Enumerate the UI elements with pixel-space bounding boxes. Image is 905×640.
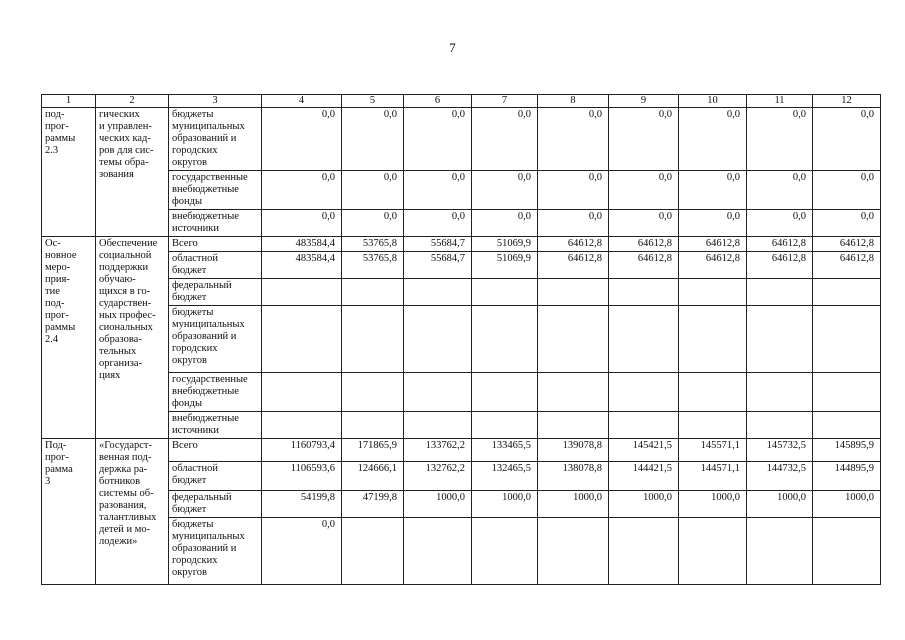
value-cell [262, 373, 342, 412]
value-cell: 64612,8 [747, 237, 813, 252]
value-cell: 1000,0 [538, 491, 609, 518]
value-cell: 0,0 [342, 171, 404, 210]
funding-source-cell: бюджеты муниципальных образований и городских округов [169, 108, 262, 171]
value-cell [813, 279, 881, 306]
funding-source-cell: Всего [169, 237, 262, 252]
value-cell: 171865,9 [342, 439, 404, 462]
value-cell [747, 279, 813, 306]
value-cell [813, 412, 881, 439]
value-cell: 0,0 [747, 210, 813, 237]
value-cell [262, 279, 342, 306]
column-header: 1 [42, 95, 96, 108]
header-row [42, 95, 881, 108]
value-cell: 0,0 [679, 108, 747, 171]
funding-source-cell: Всего [169, 439, 262, 462]
value-cell [679, 373, 747, 412]
value-cell: 1000,0 [813, 491, 881, 518]
value-cell: 0,0 [538, 171, 609, 210]
value-cell: 138078,8 [538, 462, 609, 491]
value-cell: 64612,8 [609, 237, 679, 252]
value-cell: 1106593,6 [262, 462, 342, 491]
value-cell: 55684,7 [404, 237, 472, 252]
value-cell [472, 412, 538, 439]
value-cell: 53765,8 [342, 237, 404, 252]
value-cell: 1000,0 [472, 491, 538, 518]
value-cell: 139078,8 [538, 439, 609, 462]
column-header: 10 [679, 95, 747, 108]
value-cell [472, 306, 538, 373]
value-cell [609, 373, 679, 412]
value-cell: 0,0 [262, 108, 342, 171]
value-cell: 0,0 [538, 210, 609, 237]
value-cell: 51069,9 [472, 237, 538, 252]
value-cell: 0,0 [262, 518, 342, 585]
column-header: 3 [169, 95, 262, 108]
value-cell: 64612,8 [679, 252, 747, 279]
table-row [42, 237, 881, 252]
value-cell [679, 279, 747, 306]
value-cell: 0,0 [813, 210, 881, 237]
value-cell: 64612,8 [538, 237, 609, 252]
value-cell [679, 518, 747, 585]
value-cell: 0,0 [472, 171, 538, 210]
value-cell: 144571,1 [679, 462, 747, 491]
value-cell [404, 279, 472, 306]
value-cell [813, 373, 881, 412]
value-cell [747, 306, 813, 373]
value-cell [262, 306, 342, 373]
program-code-cell: Ос- новное меро- прия- тие под- прог- раммы 2.4 [42, 237, 96, 439]
value-cell: 0,0 [472, 210, 538, 237]
value-cell [747, 518, 813, 585]
value-cell: 1160793,4 [262, 439, 342, 462]
value-cell: 124666,1 [342, 462, 404, 491]
value-cell [404, 518, 472, 585]
value-cell [472, 518, 538, 585]
column-header: 12 [813, 95, 881, 108]
value-cell [342, 518, 404, 585]
value-cell [472, 279, 538, 306]
program-name-cell: Обеспечение социальной поддержки обучаю- щихся в го- сударствен- ных профес- сиональных образова- тельных организа- циях [96, 237, 169, 439]
budget-table [41, 94, 881, 585]
funding-source-cell: внебюджетные источники [169, 210, 262, 237]
value-cell: 53765,8 [342, 252, 404, 279]
program-code-cell: под- прог- раммы 2.3 [42, 108, 96, 237]
funding-source-cell: областной бюджет [169, 462, 262, 491]
value-cell: 0,0 [747, 108, 813, 171]
value-cell: 145732,5 [747, 439, 813, 462]
program-name-cell: «Государст- венная под- держка ра- ботников системы об- разования, талантливых детей и мо- лодежи» [96, 439, 169, 585]
value-cell [747, 412, 813, 439]
funding-source-cell: областной бюджет [169, 252, 262, 279]
value-cell: 0,0 [472, 108, 538, 171]
value-cell: 0,0 [609, 171, 679, 210]
table-body [42, 95, 881, 585]
page-number: 7 [449, 40, 456, 55]
value-cell [609, 306, 679, 373]
value-cell [609, 518, 679, 585]
value-cell [679, 306, 747, 373]
value-cell [609, 279, 679, 306]
value-cell [538, 373, 609, 412]
value-cell [404, 412, 472, 439]
value-cell: 0,0 [404, 171, 472, 210]
value-cell: 132762,2 [404, 462, 472, 491]
column-header: 2 [96, 95, 169, 108]
column-header: 11 [747, 95, 813, 108]
value-cell [404, 306, 472, 373]
value-cell: 51069,9 [472, 252, 538, 279]
value-cell [813, 306, 881, 373]
value-cell: 145895,9 [813, 439, 881, 462]
program-name-cell: гических и управлен- ческих кад- ров для сис- темы обра- зования [96, 108, 169, 237]
column-header: 8 [538, 95, 609, 108]
value-cell [538, 518, 609, 585]
program-code-cell: Под- прог- рамма 3 [42, 439, 96, 585]
value-cell: 0,0 [262, 210, 342, 237]
value-cell: 133762,2 [404, 439, 472, 462]
value-cell: 64612,8 [747, 252, 813, 279]
value-cell: 144421,5 [609, 462, 679, 491]
value-cell: 0,0 [813, 108, 881, 171]
funding-source-cell: бюджеты муниципальных образований и городских округов [169, 518, 262, 585]
column-header: 6 [404, 95, 472, 108]
table-row [42, 108, 881, 171]
funding-source-cell: бюджеты муниципальных образований и городских округов [169, 306, 262, 373]
value-cell: 55684,7 [404, 252, 472, 279]
funding-source-cell: федеральный бюджет [169, 279, 262, 306]
value-cell [538, 412, 609, 439]
value-cell [813, 518, 881, 585]
value-cell: 47199,8 [342, 491, 404, 518]
value-cell: 1000,0 [679, 491, 747, 518]
value-cell: 145421,5 [609, 439, 679, 462]
funding-source-cell: государственные внебюджетные фонды [169, 373, 262, 412]
funding-source-cell: государственные внебюджетные фонды [169, 171, 262, 210]
value-cell: 0,0 [342, 108, 404, 171]
value-cell: 64612,8 [679, 237, 747, 252]
value-cell: 483584,4 [262, 252, 342, 279]
column-header: 4 [262, 95, 342, 108]
value-cell: 64612,8 [609, 252, 679, 279]
value-cell [262, 412, 342, 439]
value-cell: 0,0 [342, 210, 404, 237]
value-cell: 132465,5 [472, 462, 538, 491]
value-cell: 0,0 [679, 210, 747, 237]
value-cell: 64612,8 [813, 252, 881, 279]
value-cell: 0,0 [679, 171, 747, 210]
value-cell [342, 306, 404, 373]
value-cell [679, 412, 747, 439]
value-cell [342, 412, 404, 439]
value-cell: 144895,9 [813, 462, 881, 491]
value-cell: 0,0 [609, 210, 679, 237]
value-cell: 0,0 [813, 171, 881, 210]
value-cell: 145571,1 [679, 439, 747, 462]
value-cell: 483584,4 [262, 237, 342, 252]
value-cell [538, 279, 609, 306]
column-header: 5 [342, 95, 404, 108]
value-cell: 64612,8 [813, 237, 881, 252]
value-cell [747, 373, 813, 412]
column-header: 7 [472, 95, 538, 108]
value-cell: 0,0 [538, 108, 609, 171]
column-header: 9 [609, 95, 679, 108]
value-cell: 0,0 [262, 171, 342, 210]
value-cell [342, 279, 404, 306]
value-cell [538, 306, 609, 373]
value-cell: 54199,8 [262, 491, 342, 518]
value-cell: 133465,5 [472, 439, 538, 462]
value-cell: 0,0 [747, 171, 813, 210]
value-cell: 0,0 [404, 210, 472, 237]
value-cell: 1000,0 [609, 491, 679, 518]
value-cell: 64612,8 [538, 252, 609, 279]
value-cell: 0,0 [609, 108, 679, 171]
value-cell [342, 373, 404, 412]
value-cell [609, 412, 679, 439]
value-cell [472, 373, 538, 412]
funding-source-cell: внебюджетные источники [169, 412, 262, 439]
value-cell: 144732,5 [747, 462, 813, 491]
value-cell: 1000,0 [747, 491, 813, 518]
value-cell: 1000,0 [404, 491, 472, 518]
value-cell: 0,0 [404, 108, 472, 171]
funding-source-cell: федеральный бюджет [169, 491, 262, 518]
table-row [42, 439, 881, 462]
value-cell [404, 373, 472, 412]
